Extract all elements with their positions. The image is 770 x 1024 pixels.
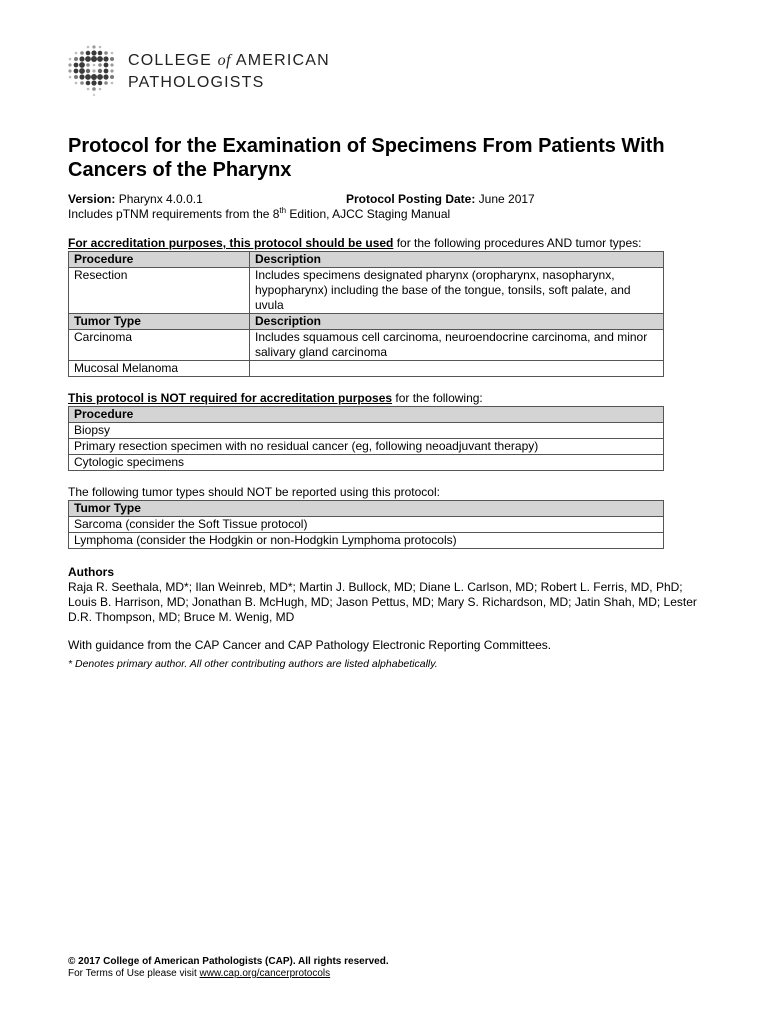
header-procedure: Procedure [69, 407, 664, 423]
page-title: Protocol for the Examination of Specimens From Patients With Cancers of the Pharynx [68, 135, 665, 181]
footer [68, 956, 389, 980]
table-row: Lymphoma (consider the Hodgkin or non-Hodgkin Lymphoma protocols) [69, 533, 664, 549]
table-row: Biopsy [69, 423, 664, 439]
table-header-row [69, 252, 664, 268]
version-row [68, 192, 698, 207]
procedure-name: Resection [69, 268, 250, 314]
terms-of-use: For Terms of Use please visit www.cap.org/cancerprotocols [68, 968, 331, 979]
copyright: © 2017 College of American Pathologists (CAP). All rights reserved. [68, 956, 389, 967]
tumor-name: Mucosal Melanoma [69, 361, 250, 377]
table-row: Primary resection specimen with no residual cancer (eg, following neoadjuvant therapy) [69, 439, 664, 455]
terms-link[interactable]: www.cap.org/cancerprotocols [199, 968, 331, 979]
authors-section [68, 565, 698, 625]
table-row: Sarcoma (consider the Soft Tissue protocol) [69, 517, 664, 533]
not-reported-table [68, 500, 664, 549]
posting-date: Protocol Posting Date: June 2017 [346, 192, 535, 206]
document-body [68, 192, 698, 672]
tumor-name: Carcinoma [69, 330, 250, 361]
tumor-description: Includes squamous cell carcinoma, neuroendocrine carcinoma, and minor salivary gland carcinoma [250, 330, 664, 361]
header-tumor-type: Tumor Type [69, 314, 250, 330]
logo-line-1: COLLEGE of AMERICAN [128, 52, 330, 69]
authors-list: Raja R. Seethala, MD*; Ilan Weinreb, MD*; Martin J. Bullock, MD; Diane L. Carlson, MD; Robert L. Ferris, MD, PhD; Louis B. Harrison, MD; Jonathan B. McHugh, MD; Jason Pettus, MD; Mary S. Richardson, MD; Jatin Shah, MD; Lester D.R. Thompson, MD; Bruce M. Wenig, MD [68, 580, 697, 624]
logo-line-2: PATHOLOGISTS [128, 74, 265, 91]
version: Version: Pharynx 4.0.0.1 [68, 192, 203, 206]
table-row [69, 361, 664, 377]
table-row [69, 268, 664, 314]
header-tumor-type: Tumor Type [69, 501, 664, 517]
accreditation-table [68, 251, 664, 377]
primary-author-note: * Denotes primary author. All other contributing authors are listed alphabetically. [68, 658, 438, 670]
tumor-description [250, 361, 664, 377]
guidance-text: With guidance from the CAP Cancer and CAP Pathology Electronic Reporting Committees. [68, 638, 552, 652]
not-required-table [68, 406, 664, 471]
accreditation-intro: For accreditation purposes, this protocol should be used for the following procedures AND tumor types: [68, 236, 642, 250]
not-required-intro: This protocol is NOT required for accreditation purposes for the following: [68, 391, 483, 405]
includes-note: Includes pTNM requirements from the 8th Edition, AJCC Staging Manual [68, 206, 451, 221]
not-reported-intro: The following tumor types should NOT be reported using this protocol: [68, 485, 440, 499]
table-row: Cytologic specimens [69, 455, 664, 471]
header-tumor-description: Description [250, 314, 664, 330]
authors-heading: Authors [68, 565, 114, 579]
table-row [69, 330, 664, 361]
procedure-description: Includes specimens designated pharynx (oropharynx, nasopharynx, hypopharynx) including the base of the tongue, tonsils, soft palate, and uvula [250, 268, 664, 314]
header-description: Description [250, 252, 664, 268]
table-header-row [69, 314, 664, 330]
dot-grid-icon [66, 44, 122, 100]
cap-logo [66, 44, 366, 100]
header-procedure: Procedure [69, 252, 250, 268]
